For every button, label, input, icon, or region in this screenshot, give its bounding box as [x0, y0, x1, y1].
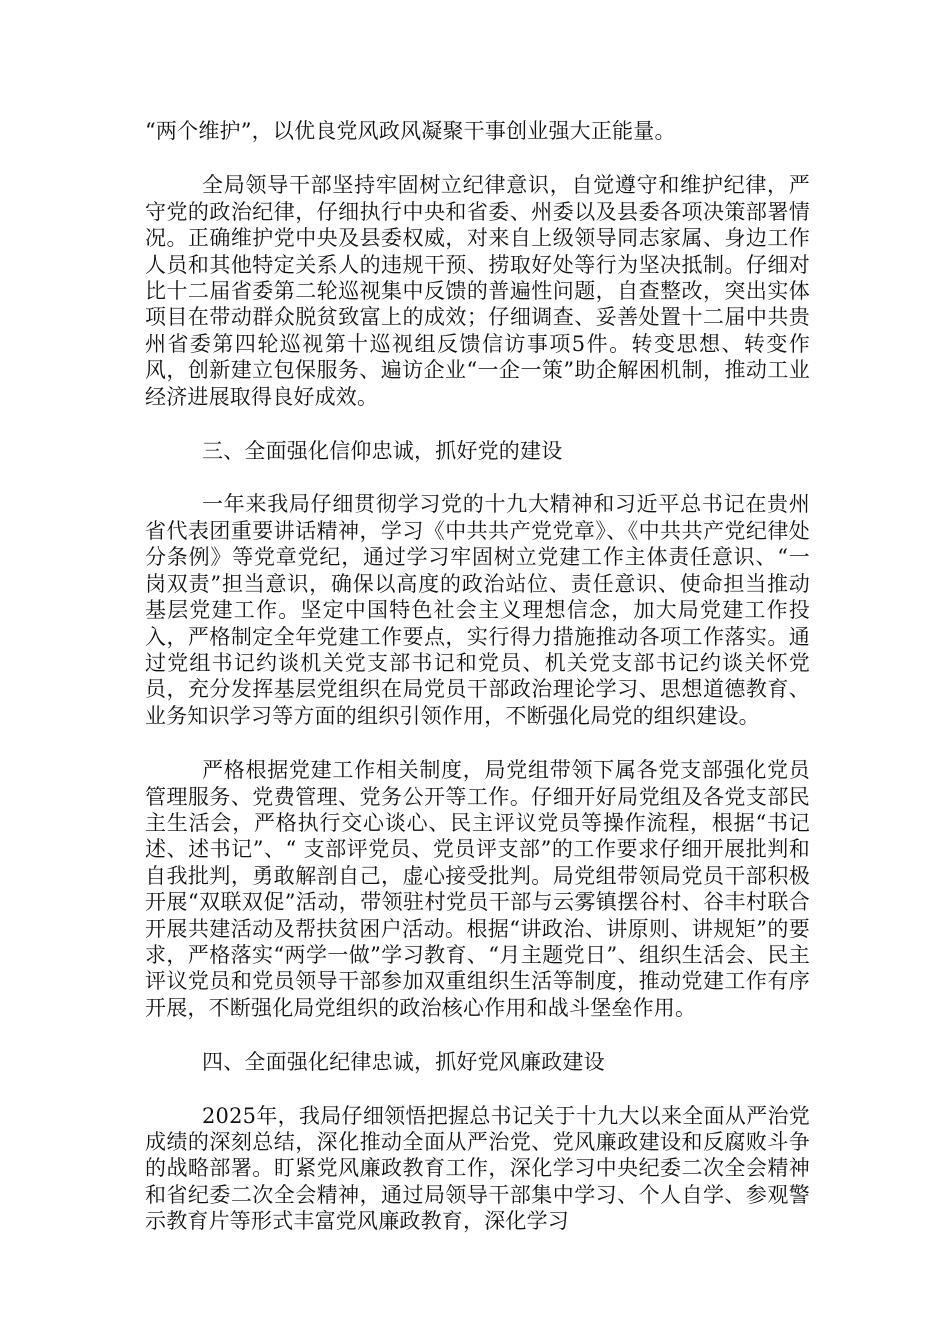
paragraph-party-system: 严格根据党建工作相关制度，局党组带领下属各党支部强化党员管理服务、党费管理、党务公开等工作。仔细开好局党组及各党支部民主生活会，严格执行交心谈心、民主评议党员等操作流程，根据“书记述、述书记”、“ 支部评党员、党员评支部”的工作要求仔细开展批判和自我批判，勇敢解剖自己，虚心接受批判。局党组带领局党员干部积极开展“双联双促”活动，带领驻村党员干部与云雾镇摆谷村、谷丰村联合开展共建活动及帮扶贫困户活动。根据“讲政治、讲原则、讲规矩”的要求，严格落实“两学一做”学习教育、“月主题党日”、组织生活会、民主评议党员和党员领导干部参加双重组织生活等制度，推动党建工作有序开展，不断强化局党组织的政治核心作用和战斗堡垒作用。 [145, 758, 810, 1020]
paragraph-continuation: “两个维护”，以优良党风政风凝聚干事创业强大正能量。 [145, 119, 676, 143]
section-heading-four: 四、全面强化纪律忠诚，抓好党风廉政建设 [202, 1050, 605, 1075]
paragraph-clean-governance: 2025年，我局仔细领悟把握总书记关于十九大以来全面从严治党成绩的深刻总结，深化推动全面从严治党、党风廉政建设和反腐败斗争的战略部署。盯紧党风廉政教育工作，深化学习中央纪委二次全会精神和省纪委二次全会精神，通过局领导干部集中学习、个人自学、参观警示教育片等形式丰富党风廉政教育，深化学习 [145, 1103, 810, 1234]
section-heading-three: 三、全面强化信仰忠诚，抓好党的建设 [202, 439, 563, 464]
paragraph-party-building: 一年来我局仔细贯彻学习党的十九大精神和习近平总书记在贵州省代表团重要讲话精神，学习《中共共产党党章》、《中共共产党纪律处分条例》等党章党纪，通过学习牢固树立党建工作主体责任意识、“一岗双责”担当意识，确保以高度的政治站位、责任意识、使命担当推动基层党建工作。坚定中国特色社会主义理想信念，加大局党建工作投入，严格制定全年党建工作要点，实行得力措施推动各项工作落实。通过党组书记约谈机关党支部书记和党员、机关党支部书记约谈关怀党员，充分发挥基层党组织在局党员干部政治理论学习、思想道德教育、业务知识学习等方面的组织引领作用，不断强化局党的组织建设。 [145, 492, 810, 728]
document-page [145, 118, 810, 1235]
paragraph-discipline: 全局领导干部坚持牢固树立纪律意识，自觉遵守和维护纪律，严守党的政治纪律，仔细执行中央和省委、州委以及县委各项决策部署情况。正确维护党中央及县委权威，对来自上级领导同志家属、身边工作人员和其他特定关系人的违规干预、捞取好处等行为坚决抵制。仔细对比十二届省委第二轮巡视集中反馈的普遍性问题，自查整改，突出实体项目在带动群众脱贫致富上的成效；仔细调查、妥善处置十二届中共贵州省委第四轮巡视第十巡视组反馈信访事项5件。转变思想、转变作风，创新建立包保服务、遍访企业“一企一策”助企解困机制，推动工业经济进展取得良好成效。 [145, 173, 810, 409]
